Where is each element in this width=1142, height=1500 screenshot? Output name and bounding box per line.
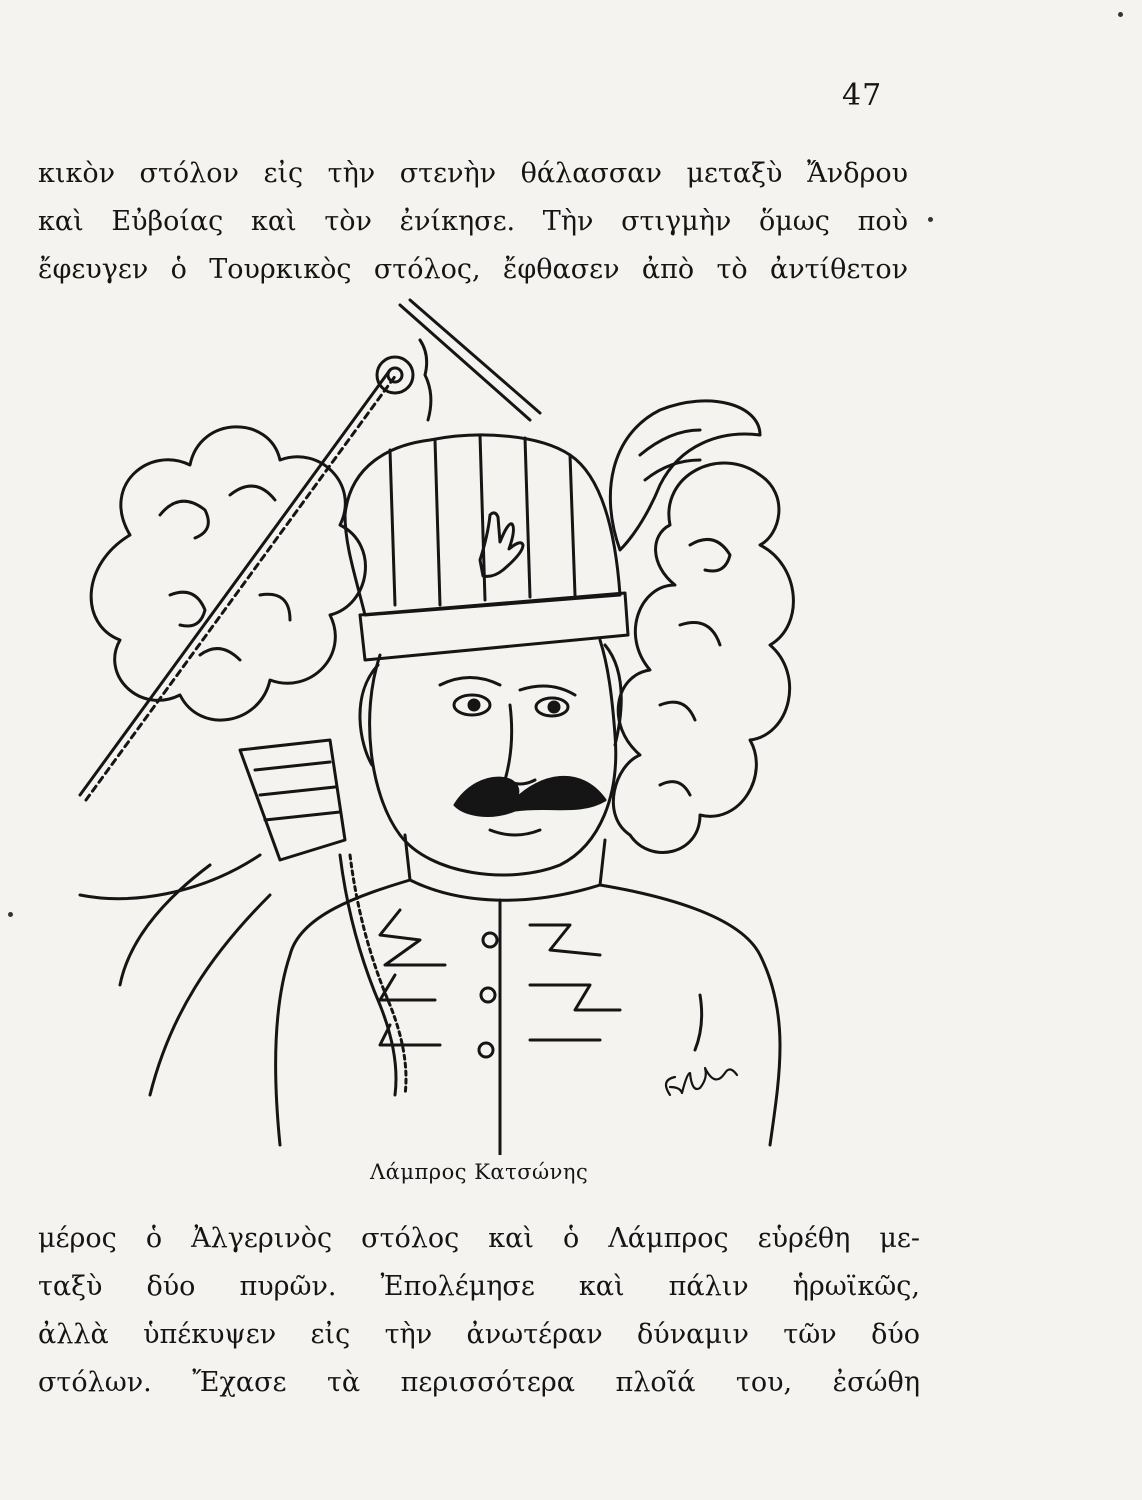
hat-feather (610, 401, 760, 550)
smoke-cloud-left (91, 427, 365, 720)
illustration-caption: Λάμπρος Κατσώνης (370, 1160, 589, 1184)
cape (80, 855, 270, 1095)
text-line: ἀλλὰ ὑπέκυψεν εἰς τὴν ἀνωτέραν δύναμιν τῶν δύο (38, 1319, 920, 1350)
paper-speck (8, 912, 13, 917)
text-line: κικὸν στόλον εἰς τὴν στενὴν θάλασσαν μεταξὺ Ἄνδρου (38, 158, 908, 189)
paragraph-top (38, 150, 908, 294)
page-number: 47 (842, 78, 883, 113)
jacket (276, 835, 780, 1155)
face (360, 640, 621, 875)
spar-and-rope (80, 300, 540, 800)
text-line: μέρος ὁ Ἀλγερινὸς στόλος καὶ ὁ Λάμπρος εὑρέθη με- (38, 1223, 920, 1254)
tall-hat (345, 435, 628, 660)
paper-speck (928, 217, 933, 222)
paper-speck (1118, 12, 1123, 17)
text-line: ἔφευγεν ὁ Τουρκικὸς στόλος, ἔφθασεν ἀπὸ τὸ ἀντίθετον (38, 254, 908, 285)
text-line: ταξὺ δύο πυρῶν. Ἐπολέμησε καὶ πάλιν ἡρωϊκῶς, (38, 1271, 920, 1302)
paragraph-bottom (38, 1215, 920, 1407)
text-line: καὶ Εὐβοίας καὶ τὸν ἐνίκησε. Τὴν στιγμὴν ὅμως ποὺ (38, 206, 908, 237)
artist-signature (666, 1068, 737, 1095)
text-line: στόλων. Ἔχασε τὰ περισσότερα πλοῖά του, ἐσώθη (38, 1367, 920, 1398)
portrait-illustration (60, 295, 840, 1155)
